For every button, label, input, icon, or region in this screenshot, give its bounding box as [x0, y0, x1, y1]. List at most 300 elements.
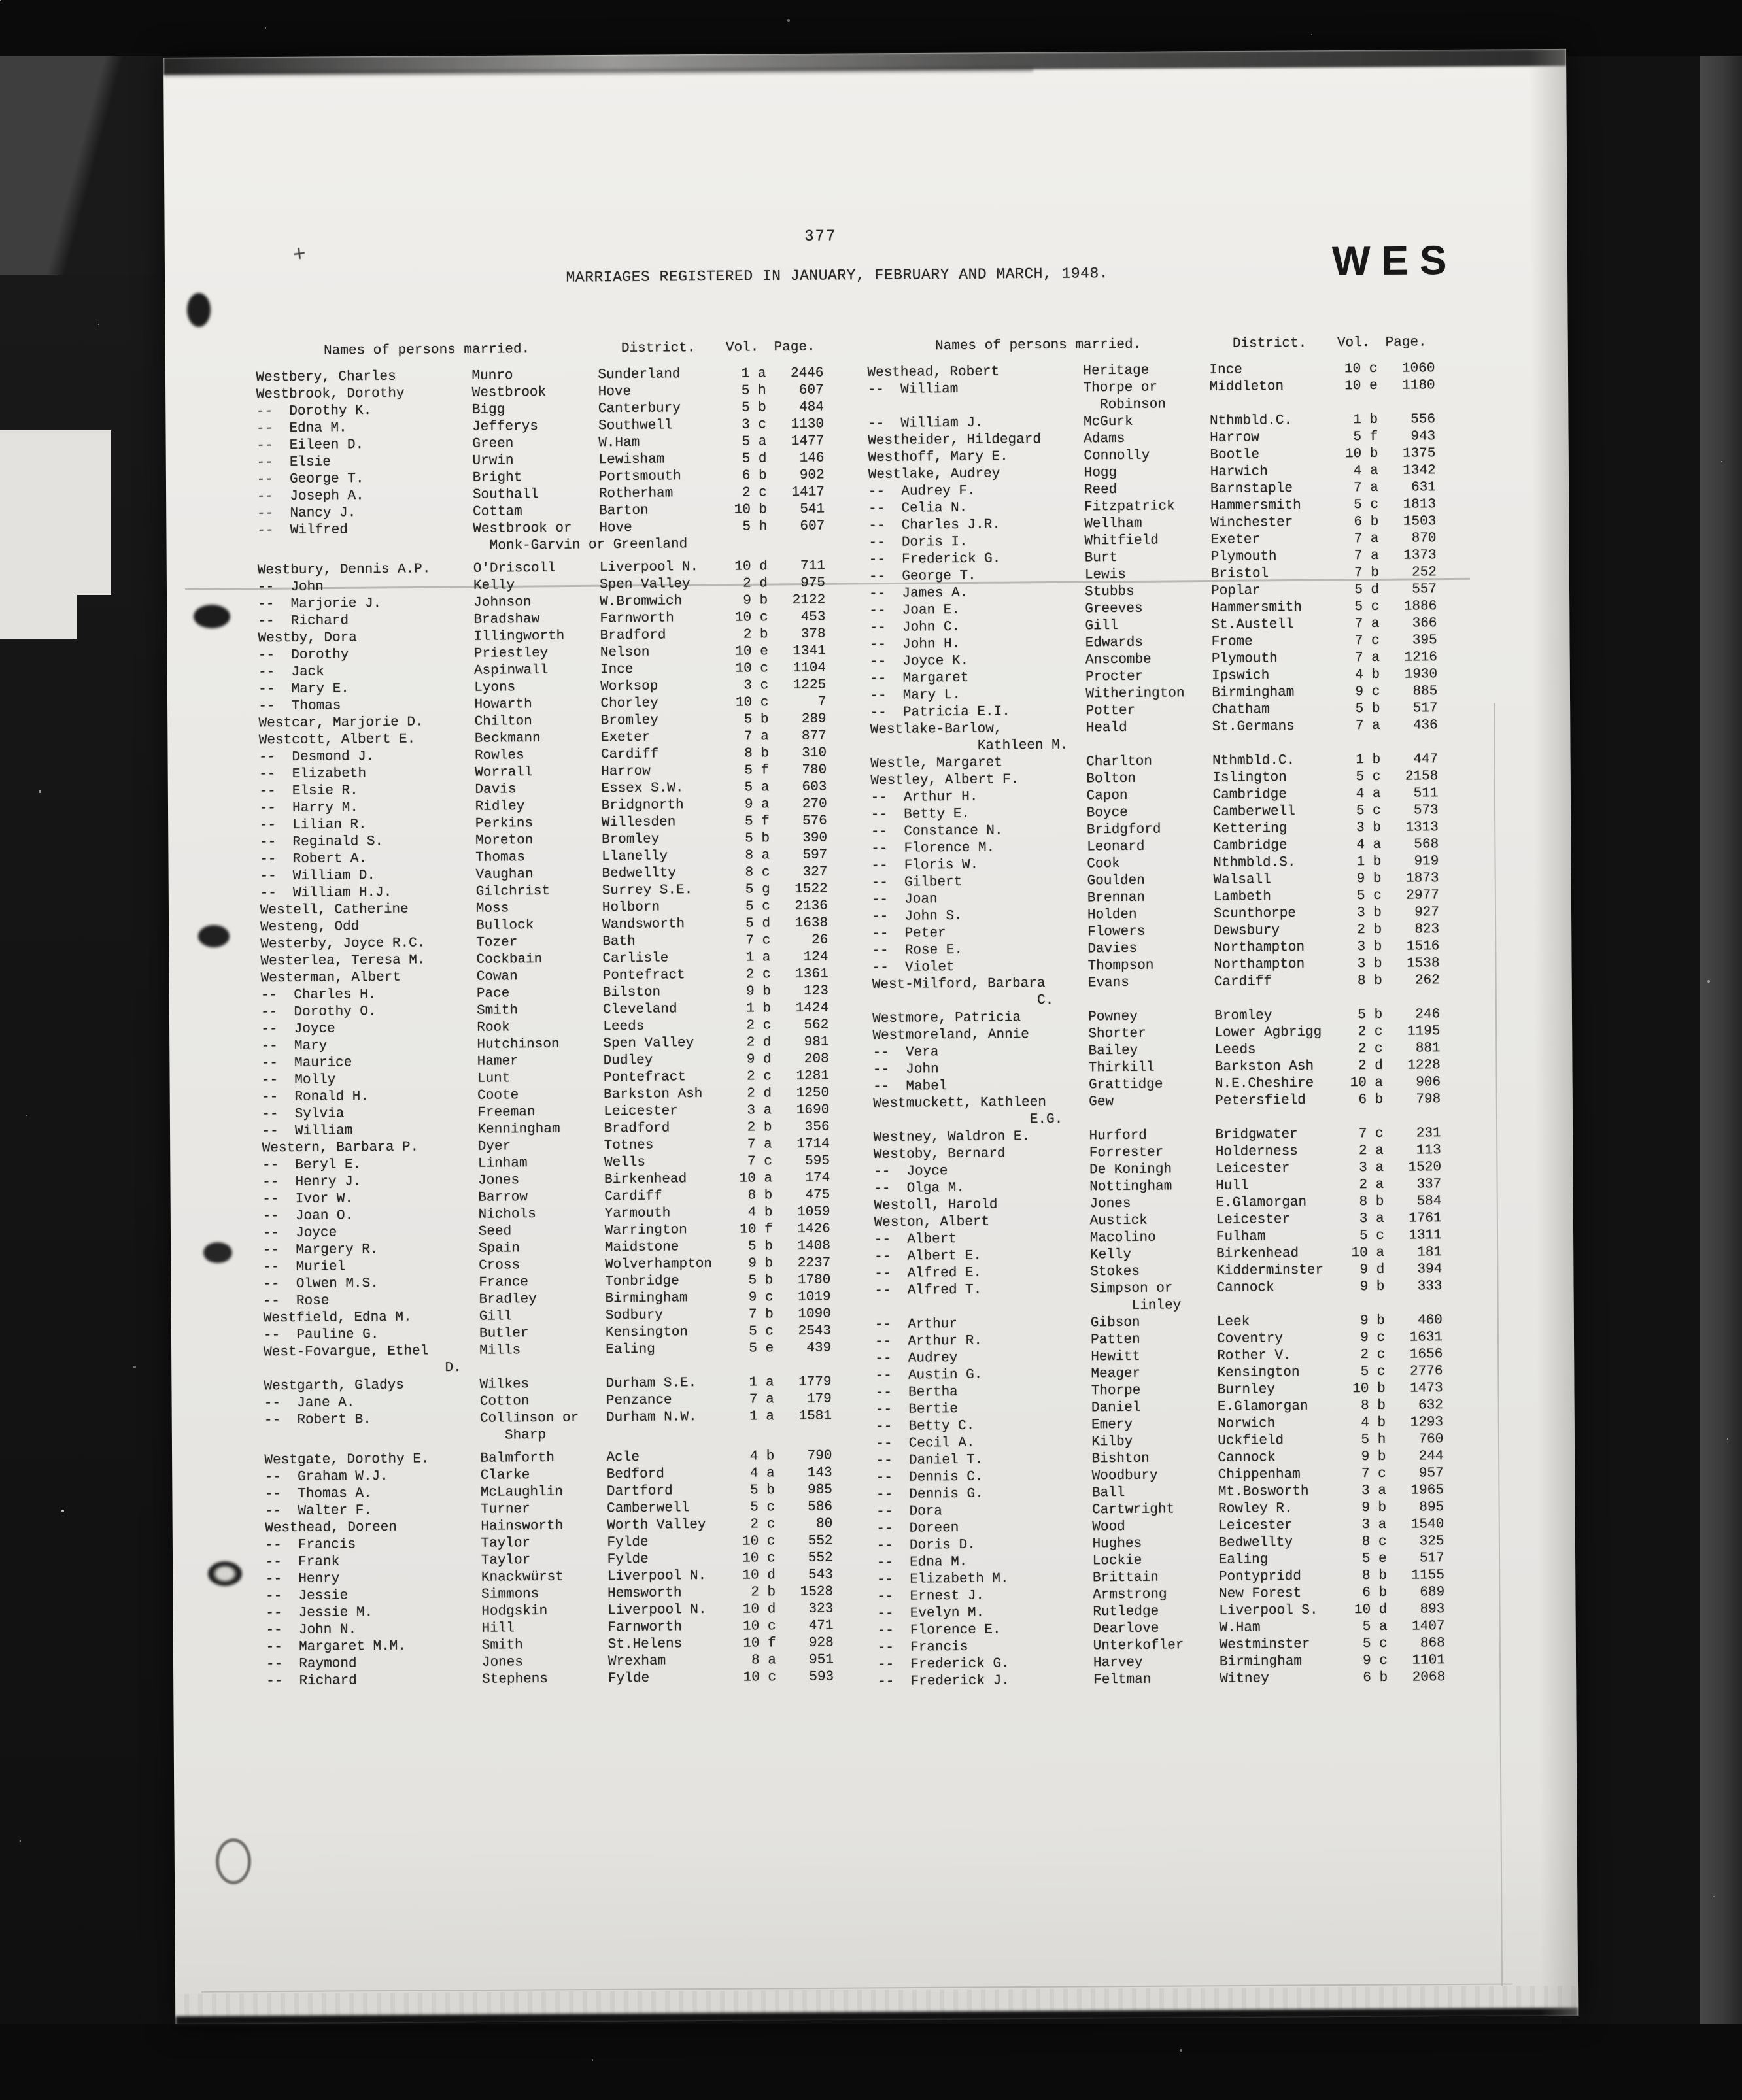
vol-cell: 5 b — [1355, 701, 1380, 717]
page-cell: 790 — [807, 1448, 832, 1464]
name-cell: -- Robert B. — [264, 1412, 371, 1429]
vol-cell: 5 c — [1360, 1364, 1386, 1380]
vol-cell: 7 b — [748, 1307, 774, 1323]
name-cell: -- Francis — [877, 1639, 968, 1656]
district-cell: Nthmbld.C. — [1209, 413, 1293, 429]
district-cell: Durham S.E. — [606, 1376, 697, 1392]
vol-cell: 2 b — [747, 1120, 772, 1136]
name-cell: -- Florence E. — [877, 1622, 1001, 1639]
column-headers — [867, 334, 1435, 356]
spouse-cell: Hamer — [477, 1054, 519, 1070]
name-cell: -- Joan — [871, 892, 938, 908]
name-cell: -- Dora — [876, 1504, 943, 1520]
page-cell: 1522 — [794, 881, 828, 897]
name-cell: -- Molly — [261, 1072, 336, 1089]
name-cell: -- Elsie — [256, 454, 332, 471]
spouse-cell: Gew — [1089, 1094, 1114, 1110]
name-cell: Westerlea, Teresa M. — [260, 953, 426, 970]
page-cell: 593 — [809, 1669, 834, 1685]
vol-cell: 2 a — [1358, 1143, 1384, 1159]
district-cell: Frome — [1211, 634, 1253, 650]
district-cell: Lewisham — [598, 452, 665, 468]
spouse-cell: Moss — [475, 901, 509, 917]
spouse-cell: Rowles — [474, 748, 524, 764]
page-cell: 174 — [805, 1170, 830, 1186]
name-cell: -- Ernest J. — [877, 1588, 985, 1605]
name-cell — [257, 538, 473, 557]
vol-cell: 5 a — [744, 780, 770, 796]
vol-cell: 4 a — [1356, 786, 1381, 802]
spouse-cell: Goulden — [1087, 873, 1145, 889]
spouse-cell: Hainsworth — [481, 1518, 564, 1534]
spouse-cell: Seed — [478, 1224, 512, 1240]
name-cell: Westhoff, Mary E. — [868, 449, 1008, 466]
vol-cell: 7 c — [745, 933, 771, 949]
district-cell: Harrow — [601, 764, 651, 780]
spouse-cell: Bailey — [1088, 1043, 1138, 1059]
page-cell: 595 — [805, 1153, 830, 1169]
name-cell: -- Harry M. — [259, 800, 358, 817]
district-cell: Surrey S.E. — [602, 883, 693, 899]
spouse-cell — [1088, 991, 1214, 1009]
spouse-cell: Dearlove — [1093, 1621, 1159, 1637]
district-cell: Rowley R. — [1218, 1501, 1293, 1517]
page-cell: 1528 — [800, 1584, 834, 1600]
vol-cell: 5 c — [1356, 803, 1381, 819]
district-cell: Birkenhead — [1216, 1245, 1299, 1262]
name-cell: -- Richard — [258, 613, 349, 630]
spouse-cell: Forrester — [1089, 1145, 1164, 1161]
name-cell: -- Joan O. — [262, 1208, 354, 1225]
spouse-cell: Bradley — [479, 1292, 537, 1308]
district-cell: Bedford — [606, 1466, 664, 1483]
district-cell: Dartford — [606, 1483, 673, 1500]
index-column-right — [867, 334, 1445, 1691]
district-cell: Islington — [1212, 770, 1287, 786]
name-cell: Westoll, Harold — [874, 1197, 998, 1214]
page-cell: 244 — [1418, 1449, 1444, 1465]
spouse-cell: Bridgford — [1086, 822, 1161, 838]
district-cell: Birmingham — [1212, 685, 1295, 701]
page-cell: 1293 — [1410, 1415, 1444, 1431]
page-cell: 552 — [808, 1533, 833, 1549]
page-cell: 270 — [802, 796, 827, 812]
spouse-cell: Patten — [1091, 1332, 1140, 1348]
spouse-cell: Thorpe — [1091, 1383, 1141, 1399]
district-cell: Farnworth — [600, 611, 674, 627]
district-cell: Winchester — [1210, 515, 1293, 531]
district-cell — [1214, 990, 1335, 1008]
district-cell: Barton — [599, 503, 649, 519]
page-cell: 289 — [801, 711, 827, 727]
spouse-cell: Pace — [476, 986, 510, 1002]
district-cell: Pontefract — [602, 968, 685, 984]
district-cell: Kensington — [1217, 1364, 1300, 1381]
page-cell: 573 — [1413, 803, 1439, 819]
name-cell: -- Doris I. — [868, 534, 968, 551]
district-cell: E.Glamorgan — [1217, 1398, 1308, 1415]
spouse-cell: Evans — [1087, 975, 1129, 991]
spouse-cell: Bradshaw — [473, 612, 540, 628]
name-cell — [264, 1428, 480, 1447]
district-cell: Cardiff — [600, 747, 659, 763]
page-cell: 231 — [1416, 1126, 1441, 1142]
page-cell: 1373 — [1403, 548, 1437, 564]
name-cell: -- Jane A. — [264, 1395, 355, 1412]
film-dust-specks — [0, 0, 1, 1]
vol-cell: 10 b — [1352, 1381, 1386, 1397]
page-cell: 1195 — [1407, 1024, 1441, 1040]
vol-cell: 3 a — [1359, 1160, 1384, 1176]
spouse-cell: Freeman — [477, 1105, 536, 1121]
name-cell: C. — [872, 992, 1054, 1010]
vol-cell: 10 c — [735, 695, 769, 711]
spouse-cell: Connolly — [1084, 448, 1150, 464]
vol-cell: 9 b — [743, 593, 768, 609]
vol-cell: 10 c — [1344, 361, 1378, 377]
page-cell: 453 — [800, 609, 826, 625]
district-cell: Tonbridge — [605, 1274, 679, 1290]
vol-cell: 6 b — [742, 468, 767, 484]
vol-cell: 2 d — [747, 1086, 772, 1102]
district-cell: St.Germans — [1212, 719, 1295, 735]
column-headers — [256, 339, 823, 361]
name-cell: -- Constance N. — [870, 823, 1003, 840]
page-cell — [1378, 394, 1435, 412]
vol-cell: 7 b — [1354, 565, 1379, 581]
vol-cell: 2 c — [746, 1018, 772, 1034]
page-cell: 447 — [1413, 752, 1439, 768]
district-cell: Petersfield — [1215, 1092, 1306, 1109]
name-cell: -- Olga M. — [874, 1180, 965, 1197]
vol-cell: 4 b — [1361, 1415, 1386, 1431]
name-cell: -- Alfred E. — [874, 1265, 982, 1282]
name-cell: -- Frank — [265, 1554, 340, 1570]
district-cell — [1212, 735, 1333, 753]
spouse-cell: Ball — [1091, 1485, 1125, 1501]
district-cell: Cleveland — [603, 1002, 677, 1018]
name-cell: -- Pauline G. — [263, 1327, 379, 1344]
spouse-cell: Davies — [1087, 941, 1138, 957]
spouse-cell: Brennan — [1087, 890, 1146, 906]
name-cell: -- Joyce K. — [869, 653, 969, 670]
vol-cell: 5 f — [744, 763, 770, 779]
spouse-cell: Munro — [471, 368, 513, 384]
name-cell: -- Nancy J. — [257, 505, 356, 522]
district-cell: Westminster — [1219, 1636, 1310, 1653]
page-cell: 711 — [800, 558, 825, 574]
district-cell: Bridgwater — [1215, 1126, 1298, 1143]
page-cell: 552 — [808, 1550, 833, 1566]
name-cell: -- Marjorie J. — [258, 596, 382, 613]
district-cell — [1215, 1109, 1336, 1126]
name-cell: -- Florence M. — [871, 840, 995, 857]
vol-cell: 4 a — [749, 1466, 775, 1482]
spouse-cell: Leonard — [1087, 839, 1145, 855]
page-cell — [1382, 989, 1440, 1007]
district-cell: Leicester — [1216, 1212, 1291, 1228]
vol-cell: 10 b — [734, 502, 768, 518]
page-header: Page. — [774, 339, 815, 356]
district-cell: Mt.Bosworth — [1218, 1483, 1309, 1500]
district-cell: Spen Valley — [599, 577, 691, 593]
name-cell: -- Ivor W. — [262, 1191, 354, 1208]
name-cell: Westcott, Albert E. — [258, 732, 416, 749]
vol-cell: 6 b — [1358, 1092, 1384, 1108]
spouse-cell: Woodbury — [1091, 1468, 1158, 1484]
district-cell: N.E.Cheshire — [1214, 1075, 1314, 1092]
district-cell: Walsall — [1213, 872, 1271, 888]
district-cell: Hove — [598, 384, 632, 400]
district-cell: Worksop — [600, 679, 658, 695]
district-cell: Barnstaple — [1210, 481, 1293, 497]
district-cell: Fylde — [608, 1670, 650, 1687]
vol-cell: 5 d — [745, 916, 771, 932]
page-cell: 2543 — [798, 1323, 832, 1339]
spouse-cell: Meager — [1091, 1366, 1141, 1382]
name-cell: Western, Barbara P. — [262, 1140, 419, 1157]
spouse-cell: Nichols — [478, 1207, 536, 1223]
district-cell: Wolverhampton — [605, 1256, 713, 1273]
vol-cell: 8 b — [1362, 1568, 1388, 1584]
name-cell: Westheider, Hildegard — [868, 432, 1042, 449]
vol-cell: 6 b — [1363, 1670, 1388, 1686]
district-cell: Liverpool N. — [607, 1568, 707, 1585]
page-cell: 906 — [1416, 1075, 1441, 1091]
page-cell: 1342 — [1403, 463, 1436, 479]
name-cell: Westcar, Marjorie D. — [258, 715, 424, 732]
vol-cell: 9 b — [1359, 1279, 1385, 1295]
name-cell: Westle, Margaret — [870, 755, 1002, 772]
page-cell: 378 — [800, 626, 826, 642]
page-cell: 7 — [817, 694, 827, 710]
page-title: MARRIAGES REGISTERED IN JANUARY, FEBRUARY AND MARCH, 1948. — [566, 265, 1109, 286]
spouse-cell: Chilton — [474, 714, 532, 730]
spouse-cell: McGurk — [1083, 414, 1133, 430]
page-cell — [774, 1425, 832, 1443]
district-cell: Warrington — [604, 1223, 687, 1239]
name-cell: Westbury, Dennis A.P. — [257, 562, 431, 579]
page-cell — [1380, 734, 1438, 752]
name-cell: -- Eileen D. — [256, 437, 364, 454]
district-cell: Farnworth — [607, 1619, 683, 1636]
page-cell: 607 — [800, 518, 825, 534]
district-cell: Maidstone — [604, 1240, 679, 1256]
page-cell: 1104 — [793, 660, 827, 676]
district-cell: Fylde — [607, 1551, 649, 1568]
district-cell: New Forest — [1219, 1585, 1302, 1602]
vol-cell: 7 c — [1354, 633, 1380, 649]
district-cell: Leek — [1216, 1314, 1250, 1330]
vol-cell: 5 f — [744, 814, 770, 830]
page-cell: 1375 — [1402, 446, 1436, 462]
spouse-cell: Balmforth — [480, 1450, 555, 1466]
page-cell: 1417 — [791, 484, 825, 500]
name-cell: -- William J. — [867, 415, 983, 432]
film-splice-strip-step — [0, 592, 77, 639]
spouse-cell: Linley — [1090, 1298, 1182, 1314]
spouse-cell: Lunt — [477, 1071, 511, 1087]
district-cell: Liverpool S. — [1219, 1602, 1318, 1619]
name-cell: -- Thomas — [258, 698, 341, 715]
page-cell: 395 — [1412, 633, 1437, 649]
name-cell: -- Alfred T. — [874, 1282, 982, 1299]
district-header: District. — [1232, 335, 1307, 352]
vol-cell: 1 b — [1356, 854, 1382, 870]
spouse-cell: Vaughan — [475, 867, 534, 883]
spouse-cell: De Koningh — [1089, 1162, 1172, 1178]
page-cell: 943 — [1410, 429, 1436, 445]
film-edge-band — [1700, 0, 1742, 2100]
vol-cell: 5 h — [741, 383, 766, 399]
spouse-cell: Charlton — [1086, 754, 1153, 770]
district-cell: Exeter — [1210, 532, 1261, 548]
vol-cell: 5 b — [745, 831, 770, 847]
vol-cell: 5 f — [1353, 429, 1378, 445]
page-cell: 1060 — [1401, 361, 1435, 377]
spouse-cell: Turner — [481, 1502, 530, 1517]
vol-cell: 2 b — [743, 627, 768, 643]
district-cell: Ince — [600, 662, 634, 678]
district-cell: Camberwell — [1212, 804, 1295, 820]
vol-cell: 6 b — [1354, 514, 1379, 530]
page-cell: 603 — [802, 779, 827, 795]
name-cell: -- Patricia E.I. — [870, 704, 1010, 721]
spouse-cell: Grattidge — [1088, 1077, 1163, 1093]
vol-cell: 5 c — [1356, 888, 1382, 904]
name-cell: -- William — [262, 1123, 353, 1140]
page-cell: 586 — [808, 1499, 833, 1515]
spouse-cell: Thompson — [1087, 958, 1154, 974]
spouse-cell: Shorter — [1088, 1026, 1146, 1042]
page-cell: 1520 — [1408, 1160, 1442, 1176]
vol-cell: 9 b — [745, 984, 771, 1000]
name-cell: -- Dorothy O. — [261, 1004, 377, 1021]
spouse-cell: Taylor — [481, 1553, 531, 1568]
vol-cell: 10 a — [739, 1171, 773, 1187]
name-cell: -- Elizabeth M. — [876, 1571, 1009, 1588]
district-cell: Southwell — [598, 418, 673, 434]
spouse-cell: Cross — [479, 1258, 521, 1274]
page-cell: 439 — [806, 1340, 832, 1356]
spouse-cell: Daniel — [1091, 1400, 1141, 1416]
film-left-margin — [0, 0, 178, 2100]
name-cell: -- John N. — [265, 1622, 357, 1638]
district-cell: Durham N.W. — [606, 1410, 697, 1426]
name-cell: -- Evelyn M. — [877, 1605, 985, 1622]
name-cell: -- Elizabeth — [259, 766, 367, 783]
name-cell: Westell, Catherine — [260, 902, 409, 919]
spouse-cell: Jones — [478, 1173, 520, 1189]
vol-cell: 9 b — [1359, 1313, 1385, 1329]
spouse-cell: Southall — [472, 487, 539, 503]
spouse-cell: Lockie — [1092, 1553, 1142, 1569]
district-cell: Birmingham — [605, 1291, 688, 1307]
district-cell: Willesden — [601, 815, 676, 831]
page-cell: 2237 — [797, 1255, 831, 1271]
vol-cell: 2 b — [751, 1585, 776, 1600]
page-cell: 323 — [808, 1601, 834, 1617]
spouse-cell: Jefferys — [472, 419, 539, 435]
district-cell: Poplar — [1211, 583, 1261, 599]
spouse-cell: Austick — [1089, 1213, 1148, 1229]
page-cell: 1761 — [1409, 1211, 1442, 1227]
vol-cell: 5 c — [1359, 1228, 1384, 1244]
district-cell: Bath — [602, 934, 636, 950]
spouse-cell: Wellham — [1084, 516, 1142, 532]
page-cell: 1311 — [1409, 1228, 1442, 1244]
district-cell: W.Ham — [598, 435, 640, 451]
district-cell: Chatham — [1212, 702, 1270, 718]
vol-cell: 10 c — [742, 1551, 776, 1567]
district-cell: Ealing — [606, 1342, 655, 1358]
spouse-cell: Barrow — [478, 1190, 528, 1206]
district-cell: Wells — [604, 1155, 646, 1171]
vol-cell: 8 b — [1359, 1194, 1384, 1210]
page-cell: 1638 — [794, 915, 828, 931]
page-cell: 927 — [1414, 905, 1440, 921]
name-cell — [868, 397, 1084, 416]
name-cell: -- Ronald H. — [262, 1089, 369, 1106]
spouse-cell: Gilchrist — [475, 883, 551, 900]
page-cell: 1216 — [1404, 650, 1437, 666]
vol-cell: 7 a — [743, 729, 769, 745]
vol-cell: 2 c — [1360, 1347, 1386, 1363]
spouse-cell: Moreton — [475, 833, 534, 849]
name-cell: -- Joan E. — [869, 602, 961, 619]
spouse-cell: Simmons — [481, 1587, 539, 1602]
spouse-cell: Flowers — [1087, 924, 1146, 940]
district-cell: Portsmouth — [598, 469, 681, 485]
spouse-cell: Potter — [1085, 703, 1136, 719]
spouse-cell: Nottingham — [1089, 1179, 1172, 1195]
page-cell: 1059 — [797, 1204, 830, 1220]
page-cell: 868 — [1420, 1636, 1445, 1651]
district-cell: Pontefract — [603, 1070, 687, 1086]
vol-cell: 8 a — [745, 848, 770, 864]
page-cell: 562 — [804, 1017, 829, 1033]
page-cell: 689 — [1420, 1585, 1445, 1600]
name-cell: -- Bertie — [875, 1402, 959, 1418]
page-cell: 1886 — [1403, 599, 1437, 615]
spouse-cell: Unterkofler — [1093, 1638, 1184, 1654]
name-cell — [875, 1298, 1091, 1317]
spouse-cell: Greeves — [1085, 601, 1143, 617]
district-cell: Birkenhead — [604, 1172, 687, 1188]
spouse-cell: Cottam — [473, 504, 522, 520]
page-cell: 1930 — [1404, 667, 1438, 683]
vol-cell — [1331, 395, 1378, 413]
name-cell: Westmoreland, Annie — [872, 1027, 1029, 1044]
vol-cell: 4 b — [747, 1205, 773, 1221]
name-cell: -- Rose E. — [872, 942, 963, 959]
spouse-cell: Mills — [479, 1343, 521, 1359]
name-cell: -- Robert A. — [260, 851, 367, 868]
spouse-cell: Reed — [1084, 483, 1118, 498]
spouse-cell: Thomas — [475, 850, 525, 866]
vol-cell: 9 b — [1361, 1449, 1386, 1465]
district-cell: Hammersmith — [1211, 600, 1303, 616]
page-cell — [767, 535, 825, 553]
district-cell: E.Glamorgan — [1216, 1194, 1307, 1211]
page-cell: 1408 — [797, 1238, 831, 1254]
district-cell: Harwich — [1210, 464, 1268, 480]
spouse-cell: Brittain — [1092, 1570, 1159, 1586]
spouse-cell: Howarth — [474, 697, 532, 713]
district-cell: Cambridge — [1213, 838, 1288, 854]
name-cell: -- Edna M. — [256, 420, 347, 437]
page-cell: 1690 — [796, 1102, 830, 1118]
